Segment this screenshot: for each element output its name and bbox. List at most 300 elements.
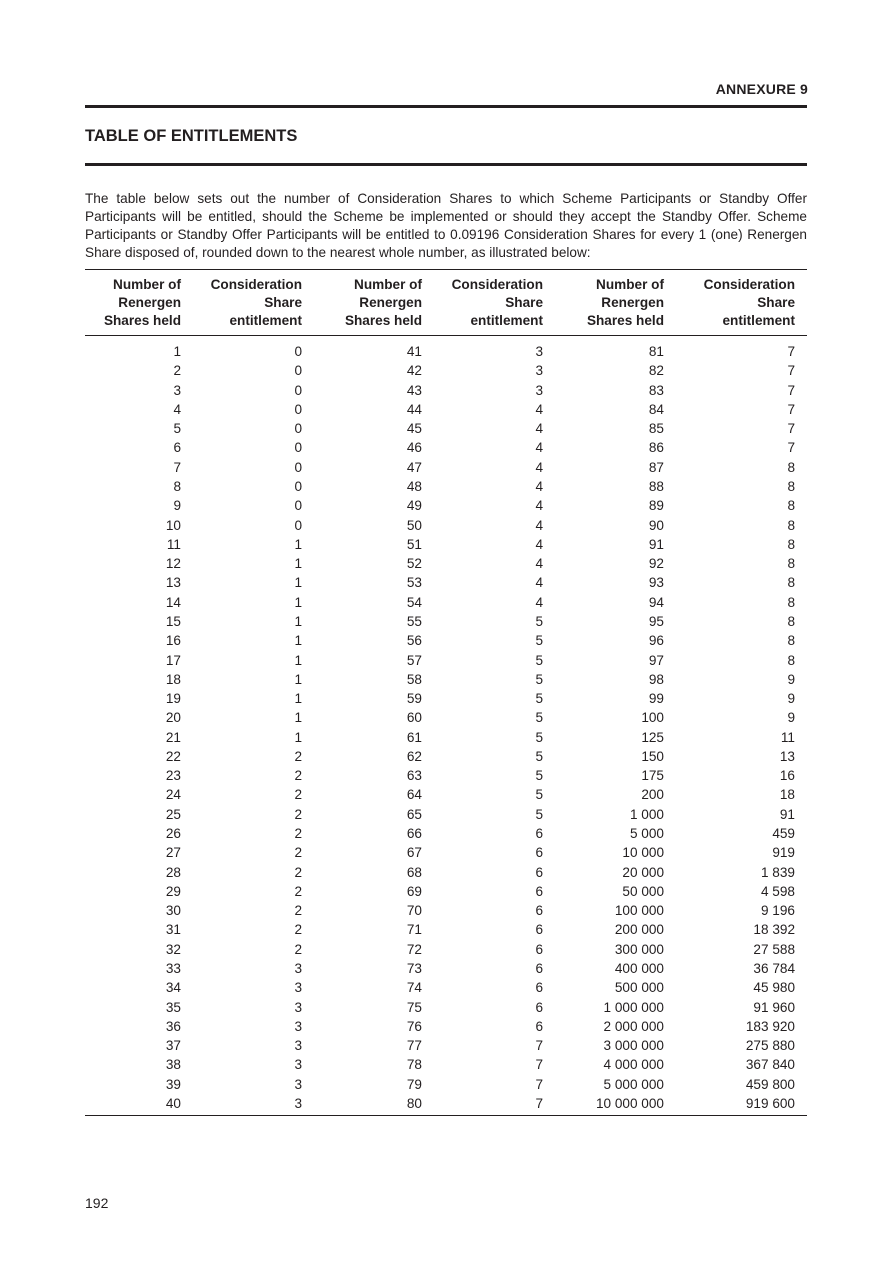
table-cell: 57 (406, 652, 422, 668)
column-header (676, 270, 807, 336)
table-cell: 28 (165, 864, 181, 880)
table-cell: 92 (648, 556, 664, 572)
table-cell: 9 (787, 710, 795, 726)
table-cell: 42 (406, 363, 422, 379)
table-cell: 70 (406, 903, 422, 919)
table-cell: 200 000 (614, 922, 664, 938)
table-cell: 6 (535, 999, 543, 1015)
table-cell: 4 000 000 (603, 1057, 664, 1073)
table-cell: 4 (535, 459, 543, 475)
table-cell: 49 (406, 498, 422, 514)
table-cell: 21 (165, 729, 181, 745)
table-cell: 8 (787, 459, 795, 475)
table-row (85, 400, 807, 419)
column-header-line: Consideration (210, 277, 302, 292)
table-cell: 48 (406, 478, 422, 494)
table-cell: 50 (406, 517, 422, 533)
table-cell: 34 (165, 980, 181, 996)
column-header-line: Number of (596, 277, 664, 292)
table-cell: 6 (535, 826, 543, 842)
table-cell: 5 (535, 613, 543, 629)
table-cell: 2 (294, 864, 302, 880)
table-cell: 17 (165, 652, 181, 668)
table-row (85, 863, 807, 882)
table-cell: 2 (294, 845, 302, 861)
page-title: TABLE OF ENTITLEMENTS (85, 127, 298, 145)
table-cell: 4 (173, 401, 181, 417)
table-cell: 13 (165, 575, 181, 591)
column-header-line: Share (505, 295, 543, 310)
table-cell: 91 (779, 806, 795, 822)
table-cell: 94 (648, 594, 664, 610)
table-cell: 0 (294, 440, 302, 456)
table-cell: 500 000 (614, 980, 664, 996)
table-cell: 62 (406, 748, 422, 764)
table-cell: 7 (787, 382, 795, 398)
table-cell: 300 000 (614, 941, 664, 957)
table-cell: 16 (779, 768, 795, 784)
table-cell: 4 (535, 401, 543, 417)
table-row (85, 381, 807, 400)
table-cell: 58 (406, 671, 422, 687)
table-cell: 69 (406, 883, 422, 899)
table-cell: 86 (648, 440, 664, 456)
table-cell: 3 (294, 1057, 302, 1073)
table-cell: 7 (535, 1057, 543, 1073)
annexure-label: ANNEXURE 9 (715, 81, 808, 97)
table-cell: 26 (165, 826, 181, 842)
table-row (85, 785, 807, 804)
table-cell: 275 880 (745, 1038, 795, 1054)
table-cell: 5 000 (629, 826, 664, 842)
table-cell: 1 (294, 556, 302, 572)
table-row (85, 612, 807, 631)
table-cell: 2 (294, 748, 302, 764)
intro-paragraph: The table below sets out the number of Consideration Shares to which Scheme Participants or Standby Offer Participants will be entitled, should the Scheme be implemented or should they accept the Standby Offer. Scheme Participants or Standby Offer Participants will be entitled to 0.09196 Consideration Shares for every 1 (one) Renergen Share disposed of, rounded down to the nearest whole number, as illustrated below: (85, 191, 807, 260)
table-cell: 3 (294, 1038, 302, 1054)
table-cell: 29 (165, 883, 181, 899)
table-row (85, 824, 807, 843)
table-cell: 6 (535, 1018, 543, 1034)
table-cell: 66 (406, 826, 422, 842)
table-row (85, 728, 807, 747)
table-cell: 20 (165, 710, 181, 726)
table-cell: 90 (648, 517, 664, 533)
table-cell: 125 (641, 729, 664, 745)
table-cell: 1 000 (629, 806, 664, 822)
table-cell: 0 (294, 459, 302, 475)
table-cell: 100 000 (614, 903, 664, 919)
table-cell: 54 (406, 594, 422, 610)
table-cell: 0 (294, 421, 302, 437)
table-cell: 60 (406, 710, 422, 726)
table-cell: 6 (535, 980, 543, 996)
table-cell: 73 (406, 961, 422, 976)
table-cell: 9 196 (760, 903, 795, 919)
table-row (85, 670, 807, 689)
table-cell: 5 (535, 748, 543, 764)
table-cell: 31 (165, 922, 181, 938)
table-row (85, 336, 807, 362)
table-cell: 6 (535, 941, 543, 957)
column-header (193, 270, 314, 336)
table-cell: 5 (535, 787, 543, 803)
table-cell: 6 (535, 845, 543, 861)
table-cell: 18 392 (753, 922, 795, 938)
table-cell: 5 (173, 421, 181, 437)
column-header-line: Share (757, 295, 795, 310)
table-cell: 8 (787, 594, 795, 610)
table-cell: 38 (165, 1057, 181, 1073)
table-cell: 14 (165, 594, 181, 610)
table-cell: 2 (294, 806, 302, 822)
table-row (85, 1017, 807, 1036)
table-cell: 61 (406, 729, 422, 745)
table-cell: 67 (406, 845, 422, 861)
table-row (85, 477, 807, 496)
table-cell: 0 (294, 382, 302, 398)
table-cell: 100 (641, 710, 664, 726)
table-row (85, 1075, 807, 1094)
column-header-line: entitlement (722, 313, 795, 328)
table-cell: 3 (294, 1076, 302, 1092)
table-cell: 0 (294, 517, 302, 533)
table-cell: 2 000 000 (603, 1018, 664, 1034)
table-cell: 43 (406, 382, 422, 398)
table-cell: 88 (648, 478, 664, 494)
table-cell: 11 (166, 536, 181, 552)
table-row (85, 1036, 807, 1055)
column-header (555, 270, 676, 336)
table-cell: 72 (406, 941, 422, 957)
table-cell: 4 (535, 556, 543, 572)
column-header-line: Share (264, 295, 302, 310)
table-cell: 4 (535, 536, 543, 552)
table-cell: 3 (294, 961, 302, 976)
table-cell: 22 (165, 748, 181, 764)
table-cell: 39 (165, 1076, 181, 1092)
column-header-line: Shares held (344, 313, 422, 328)
table-cell: 7 (787, 401, 795, 417)
table-cell: 45 (406, 421, 422, 437)
table-row (85, 419, 807, 438)
table-cell: 75 (406, 999, 422, 1015)
table-row (85, 998, 807, 1017)
table-cell: 98 (648, 671, 664, 687)
table-cell: 6 (535, 922, 543, 938)
column-header-line: Consideration (451, 277, 543, 292)
table-cell: 27 588 (753, 941, 795, 957)
table-cell: 4 598 (760, 883, 795, 899)
page-number: 192 (85, 1195, 109, 1211)
table-cell: 3 (535, 344, 543, 359)
table-cell: 3 (173, 382, 181, 398)
table-cell: 79 (406, 1076, 422, 1092)
table-cell: 2 (294, 883, 302, 899)
table-header-row (85, 270, 807, 336)
column-header-line: Shares held (103, 313, 181, 328)
table-cell: 24 (165, 787, 181, 803)
table-cell: 10 000 000 (555, 1094, 676, 1116)
table-cell: 8 (173, 478, 181, 494)
table-cell: 3 (294, 980, 302, 996)
table-cell: 30 (165, 903, 181, 919)
column-header (85, 270, 193, 336)
table-cell: 2 (173, 363, 181, 379)
table-cell: 74 (406, 980, 422, 996)
table-cell: 400 000 (614, 961, 664, 976)
table-cell: 459 (772, 826, 795, 842)
column-header-line: Consideration (703, 277, 795, 292)
table-cell: 80 (314, 1094, 434, 1116)
table-cell: 63 (406, 768, 422, 784)
table-cell: 44 (406, 401, 422, 417)
table-cell: 5 (535, 768, 543, 784)
table-cell: 20 000 (622, 864, 664, 880)
table-cell: 8 (787, 498, 795, 514)
table-row (85, 959, 807, 978)
table-cell: 83 (648, 382, 664, 398)
table-cell: 2 (294, 826, 302, 842)
table-cell: 7 (535, 1076, 543, 1092)
table-cell: 8 (787, 517, 795, 533)
column-header-line: Renergen (359, 295, 422, 310)
table-cell: 1 (294, 691, 302, 707)
table-cell: 919 600 (676, 1094, 807, 1116)
column-header-line: Renergen (118, 295, 181, 310)
table-cell: 59 (406, 691, 422, 707)
table-cell: 5 (535, 710, 543, 726)
table-row (85, 593, 807, 612)
table-cell: 41 (406, 344, 422, 359)
table-cell: 2 (294, 768, 302, 784)
table-cell: 52 (406, 556, 422, 572)
table-cell: 5 000 000 (603, 1076, 664, 1092)
table-cell: 9 (173, 498, 181, 514)
table-cell: 0 (294, 478, 302, 494)
table-cell: 36 (165, 1018, 181, 1034)
column-header (314, 270, 434, 336)
table-row (85, 766, 807, 785)
table-cell: 9 (787, 691, 795, 707)
table-cell: 12 (165, 556, 181, 572)
table-cell: 76 (406, 1018, 422, 1034)
table-cell: 1 000 000 (603, 999, 664, 1015)
table-row (85, 901, 807, 920)
table-cell: 1 (294, 633, 302, 649)
table-cell: 1 (294, 575, 302, 591)
table-cell: 0 (294, 344, 302, 359)
table-cell: 7 (535, 1038, 543, 1054)
table-cell: 10 000 (622, 845, 664, 861)
table-cell: 8 (787, 652, 795, 668)
table-body (85, 336, 807, 1116)
table-cell: 7 (787, 344, 795, 359)
table-cell: 13 (779, 748, 795, 764)
table-cell: 3 (294, 999, 302, 1015)
table-cell: 8 (787, 478, 795, 494)
table-cell: 95 (648, 613, 664, 629)
table-cell: 6 (535, 903, 543, 919)
table-row (85, 920, 807, 939)
table-cell: 3 (535, 382, 543, 398)
table-cell: 55 (406, 613, 422, 629)
table-cell: 5 (535, 691, 543, 707)
entitlements-table (85, 269, 807, 1116)
table-row (85, 805, 807, 824)
table-cell: 3 (193, 1094, 314, 1116)
table-row (85, 651, 807, 670)
table-cell: 5 (535, 633, 543, 649)
table-cell: 2 (294, 787, 302, 803)
table-cell: 87 (648, 459, 664, 475)
table-cell: 37 (165, 1038, 181, 1054)
table-cell: 46 (406, 440, 422, 456)
table-cell: 19 (165, 691, 181, 707)
table-cell: 45 980 (753, 980, 795, 996)
table-row (85, 882, 807, 901)
table-row (85, 535, 807, 554)
column-header-line: Shares held (586, 313, 664, 328)
table-row (85, 438, 807, 457)
table-cell: 65 (406, 806, 422, 822)
table-row (85, 1055, 807, 1074)
table-cell: 3 (535, 363, 543, 379)
table-cell: 85 (648, 421, 664, 437)
table-cell: 150 (641, 748, 664, 764)
table-cell: 9 (787, 671, 795, 687)
title-rule (85, 163, 807, 166)
table-cell: 25 (165, 806, 181, 822)
table-cell: 32 (165, 941, 181, 957)
table-cell: 89 (648, 498, 664, 514)
table-cell: 1 (294, 536, 302, 552)
table-cell: 3 (294, 1018, 302, 1034)
table-cell: 56 (406, 633, 422, 649)
table-cell: 6 (535, 864, 543, 880)
column-header-line: entitlement (470, 313, 543, 328)
table-cell: 47 (406, 459, 422, 475)
table-cell: 4 (535, 594, 543, 610)
table-cell: 0 (294, 363, 302, 379)
table-cell: 0 (294, 498, 302, 514)
table-cell: 15 (165, 613, 181, 629)
table-row (85, 361, 807, 380)
table-cell: 175 (641, 768, 664, 784)
table-row (85, 843, 807, 862)
table-row (85, 747, 807, 766)
table-cell: 82 (648, 363, 664, 379)
table-cell: 53 (406, 575, 422, 591)
table-cell: 1 (294, 613, 302, 629)
table-cell: 1 (294, 671, 302, 687)
table-row (85, 516, 807, 535)
table-cell: 51 (406, 536, 422, 552)
table-cell: 6 (535, 883, 543, 899)
table-cell: 459 800 (745, 1076, 795, 1092)
table-row (85, 573, 807, 592)
table-cell: 4 (535, 478, 543, 494)
table-cell: 2 (294, 903, 302, 919)
table-cell: 8 (787, 633, 795, 649)
table-cell: 6 (173, 440, 181, 456)
table-cell: 5 (535, 652, 543, 668)
table-cell: 71 (406, 922, 422, 938)
table-row (85, 978, 807, 997)
table-cell: 33 (165, 961, 181, 976)
table-cell: 183 920 (745, 1018, 795, 1034)
table-cell: 4 (535, 517, 543, 533)
table-cell: 50 000 (622, 883, 664, 899)
column-header-line: Renergen (601, 295, 664, 310)
table-cell: 10 (165, 517, 181, 533)
table-cell: 99 (648, 691, 664, 707)
table-cell: 4 (535, 421, 543, 437)
table-cell: 4 (535, 575, 543, 591)
table-cell: 36 784 (753, 961, 795, 976)
table-cell: 91 (648, 536, 664, 552)
table-cell: 18 (165, 671, 181, 687)
table-row (85, 708, 807, 727)
table-cell: 23 (165, 768, 181, 784)
table-cell: 7 (434, 1094, 555, 1116)
column-header-line: Number of (113, 277, 181, 292)
table-cell: 200 (641, 787, 664, 803)
table-header (85, 270, 807, 336)
table-row (85, 940, 807, 959)
table-cell: 2 (294, 941, 302, 957)
table-cell: 96 (648, 633, 664, 649)
table-cell: 68 (406, 864, 422, 880)
table-cell: 919 (772, 845, 795, 861)
table-cell: 6 (535, 961, 543, 976)
column-header-line: entitlement (229, 313, 302, 328)
table-cell: 1 (294, 729, 302, 745)
top-rule (85, 105, 807, 108)
table-cell: 7 (787, 363, 795, 379)
table-cell: 64 (406, 787, 422, 803)
table-cell: 1 839 (760, 864, 795, 880)
table-cell: 97 (648, 652, 664, 668)
table-row (85, 631, 807, 650)
table-row (85, 458, 807, 477)
table-cell: 1 (173, 344, 181, 359)
table-row (85, 554, 807, 573)
table-cell: 3 000 000 (603, 1038, 664, 1054)
table-cell: 78 (406, 1057, 422, 1073)
table-cell: 35 (165, 999, 181, 1015)
column-header (434, 270, 555, 336)
table-cell: 367 840 (745, 1057, 795, 1073)
table-cell: 27 (165, 845, 181, 861)
table-cell: 5 (535, 671, 543, 687)
table-cell: 11 (780, 729, 795, 745)
table-cell: 81 (648, 344, 664, 359)
table-cell: 1 (294, 594, 302, 610)
table-cell: 77 (406, 1038, 422, 1054)
table-cell: 7 (173, 459, 181, 475)
table-cell: 8 (787, 556, 795, 572)
table-cell: 4 (535, 498, 543, 514)
table-cell: 1 (294, 652, 302, 668)
table-cell: 7 (787, 421, 795, 437)
table-cell: 91 960 (753, 999, 795, 1015)
column-header-line: Number of (354, 277, 422, 292)
table-row (85, 496, 807, 515)
table-cell: 0 (294, 401, 302, 417)
table-cell: 1 (294, 710, 302, 726)
table-cell: 40 (85, 1094, 193, 1116)
